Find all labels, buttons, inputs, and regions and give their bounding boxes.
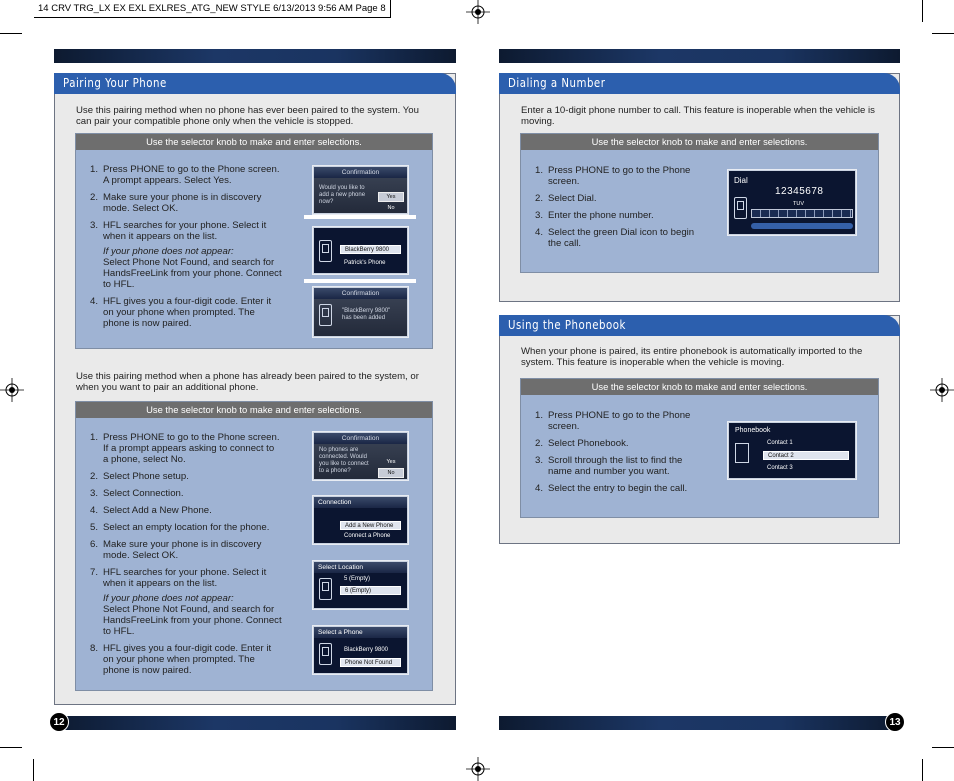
- registration-mark-icon: [930, 378, 954, 402]
- crop-mark: [922, 759, 923, 781]
- crop-mark: [922, 0, 923, 22]
- crop-mark: [932, 747, 954, 748]
- page-number-left: 12: [49, 712, 69, 732]
- note: If your phone does not appear: Select Phone Not Found, and search for HandsFreeLink from your phone. Connect to HFL.: [103, 593, 282, 637]
- intro-text-additional: Use this pairing method when a phone has already been paired to the system, or when you want to pair an additional phone.: [76, 371, 419, 393]
- dial-keys-label: TUV: [793, 201, 804, 207]
- bottom-bar-left: [54, 716, 456, 730]
- list-item: 5. Select an empty location for the phone.: [90, 522, 270, 533]
- screen-phone-list: BlackBerry 9800 Patrick's Phone: [313, 227, 408, 274]
- screen-select-phone: Select a Phone BlackBerry 9800 Phone Not Found: [313, 626, 408, 674]
- list-item: 3. HFL searches for your phone. Select it when it appears on the list.: [90, 220, 267, 242]
- dial-number: 12345678: [775, 186, 824, 197]
- screen-confirmation-add: Confirmation Would you like to add a new phone now? Yes No: [313, 166, 408, 214]
- dial-lower-bar: [751, 223, 853, 229]
- list-item: 4. Select Add a New Phone.: [90, 505, 212, 516]
- section-tab-pairing: Pairing Your Phone: [54, 73, 456, 94]
- section-tab-dialing: Dialing a Number: [499, 73, 900, 94]
- note: If your phone does not appear: Select Phone Not Found, and search for HandsFreeLink from your phone. Connect to HFL.: [103, 246, 282, 290]
- divider: [304, 279, 416, 283]
- page-number-right: 13: [885, 712, 905, 732]
- list-item: 1. Press PHONE to go to the Phone screen.: [535, 410, 691, 432]
- list-item: 2. Select Dial.: [535, 193, 597, 204]
- screen-confirmation-added: Confirmation "BlackBerry 9800" has been added: [313, 287, 408, 337]
- dial-title: Dial: [734, 176, 748, 185]
- instruction-header: Use the selector knob to make and enter selections.: [521, 379, 878, 395]
- list-item: 6. Make sure your phone is in discovery mode. Select OK.: [90, 539, 262, 561]
- crop-mark: [0, 33, 22, 34]
- registration-mark-icon: [0, 378, 24, 402]
- step-list: [76, 432, 282, 682]
- screen-connection: Connection Add a New Phone Connect a Phone: [313, 496, 408, 544]
- screen-confirmation-connect: Confirmation No phones are connected. Would you like to connect to a phone? Yes No: [313, 432, 408, 480]
- list-item: 4. HFL gives you a four-digit code. Enter it on your phone when prompted. The phone is now paired.: [90, 296, 272, 329]
- list-item: 8. HFL gives you a four-digit code. Enter it on your phone when prompted. The phone is now paired.: [90, 643, 272, 676]
- registration-mark-icon: [466, 0, 490, 24]
- phonebook-intro-text: When your phone is paired, its entire phonebook is automatically imported to the system. This feature is inoperable when the vehicle is moving.: [521, 346, 863, 368]
- list-item: 1. Press PHONE to go to the Phone screen. A prompt appears. Select Yes.: [90, 164, 280, 186]
- list-item: 3. Scroll through the list to find the name and number you want.: [535, 455, 683, 477]
- step-list: [76, 164, 282, 335]
- step-list: [521, 410, 707, 500]
- intro-text: Use this pairing method when no phone has ever been paired to the system. You can pair your compatible phone only when the vehicle is stopped.: [76, 105, 419, 127]
- dial-keypad: [751, 209, 853, 218]
- list-item: 3. Enter the phone number.: [535, 210, 654, 221]
- list-item: 4. Select the green Dial icon to begin the call.: [535, 227, 695, 249]
- divider: [304, 215, 416, 219]
- instruction-header: Use the selector knob to make and enter selections.: [521, 134, 878, 150]
- crop-mark: [0, 747, 22, 748]
- bottom-bar-right: [499, 716, 900, 730]
- list-item: 4. Select the entry to begin the call.: [535, 483, 688, 494]
- instruction-header: Use the selector knob to make and enter selections.: [76, 134, 432, 150]
- dial-intro-text: Enter a 10-digit phone number to call. This feature is inoperable when the vehicle is moving.: [521, 105, 875, 127]
- screen-dial: [728, 170, 856, 235]
- screen-phonebook: Phonebook Contact 1 Contact 2 Contact 3: [728, 422, 856, 479]
- phonebook-title: Phonebook: [735, 427, 771, 434]
- list-item: 1. Press PHONE to go to the Phone screen.: [535, 165, 691, 187]
- instruction-header: Use the selector knob to make and enter selections.: [76, 402, 432, 418]
- list-item: 2. Make sure your phone is in discovery mode. Select OK.: [90, 192, 262, 214]
- print-slug: 14 CRV TRG_LX EX EXL EXLRES_ATG_NEW STYLE 6/13/2013 9:56 AM Page 8: [34, 0, 391, 18]
- top-bar-left: [54, 49, 456, 63]
- list-item: 3. Select Connection.: [90, 488, 184, 499]
- list-item: 2. Select Phonebook.: [535, 438, 629, 449]
- list-item: 7. HFL searches for your phone. Select it when it appears on the list.: [90, 567, 267, 589]
- top-bar-right: [499, 49, 900, 63]
- crop-mark: [932, 33, 954, 34]
- registration-mark-icon: [466, 757, 490, 781]
- crop-mark: [33, 759, 34, 781]
- section-tab-phonebook: Using the Phonebook: [499, 315, 900, 336]
- list-item: 1. Press PHONE to go to the Phone screen. If a prompt appears asking to connect to a phone, select No.: [90, 432, 280, 465]
- step-list: [521, 165, 707, 255]
- book-icon: [735, 443, 749, 463]
- list-item: 2. Select Phone setup.: [90, 471, 189, 482]
- screen-select-location: Select Location 5 (Empty) 6 (Empty): [313, 561, 408, 609]
